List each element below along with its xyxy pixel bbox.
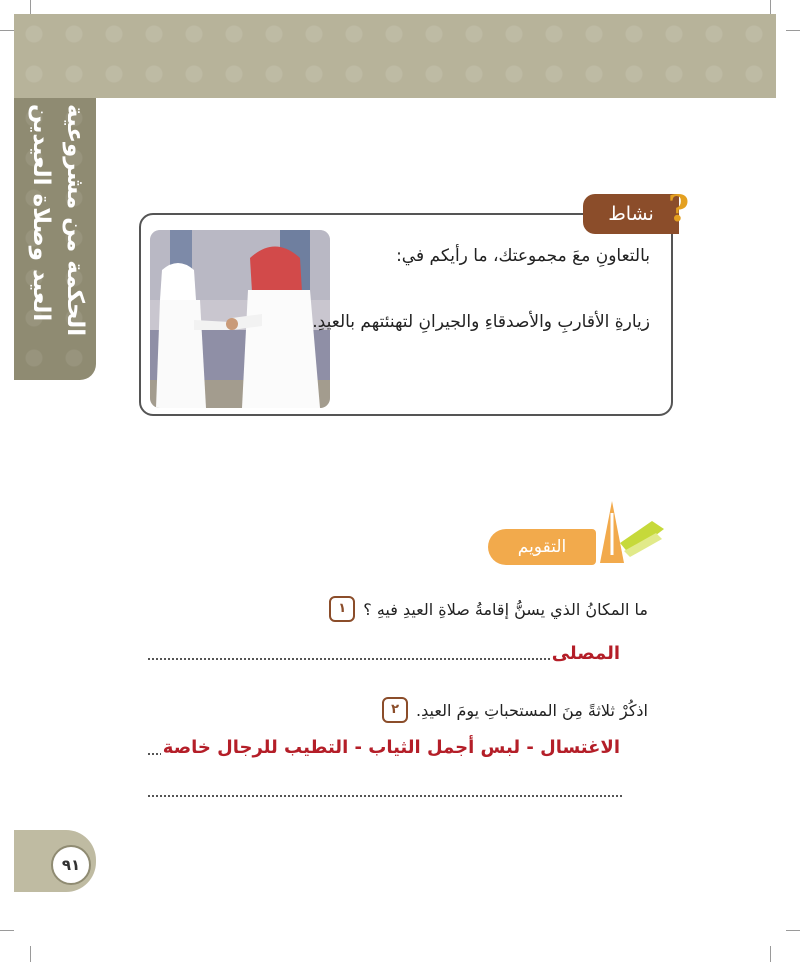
handshake-photo bbox=[150, 230, 330, 408]
crop-mark bbox=[786, 30, 800, 31]
crop-mark bbox=[770, 0, 771, 14]
question-text: ما المكانُ الذي يسنُّ إقامةُ صلاةِ العيدِ فيهِ ؟ bbox=[363, 599, 648, 619]
answer-1: المصلى bbox=[551, 643, 620, 664]
crop-mark bbox=[30, 0, 31, 14]
crop-mark bbox=[786, 930, 800, 931]
activity-tag: نشاط bbox=[583, 194, 679, 234]
answer-line bbox=[148, 794, 622, 797]
evaluation-tag: التقويم bbox=[488, 529, 596, 565]
header-band bbox=[14, 14, 776, 98]
question-text: اذكُرْ ثلاثةً مِنَ المستحباتِ يومَ العيدِ. bbox=[416, 700, 648, 720]
activity-text: زيارةِ الأقاربِ والأصدقاءِ والجيرانِ لتهنئتهم بالعيدِ. bbox=[312, 312, 650, 332]
chapter-title: الحكمة من مشروعية العيد وصلاة العيدين bbox=[28, 104, 88, 337]
crop-mark bbox=[30, 946, 31, 962]
page-number: ٩١ bbox=[51, 845, 91, 885]
question-number: ١ bbox=[329, 596, 355, 622]
crop-mark bbox=[0, 930, 14, 931]
pen-nib-icon bbox=[590, 493, 668, 563]
question-1 bbox=[329, 596, 648, 622]
crop-mark bbox=[0, 30, 14, 31]
answer-2: الاغتسال - لبس أجمل الثياب - التطيب للرجال خاصة bbox=[162, 737, 620, 758]
question-mark-icon: ? bbox=[668, 188, 690, 230]
activity-prompt: بالتعاونِ معَ مجموعتك، ما رأيكم في: bbox=[396, 246, 650, 266]
question-number: ٢ bbox=[382, 697, 408, 723]
question-2 bbox=[382, 697, 648, 723]
crop-mark bbox=[770, 946, 771, 962]
